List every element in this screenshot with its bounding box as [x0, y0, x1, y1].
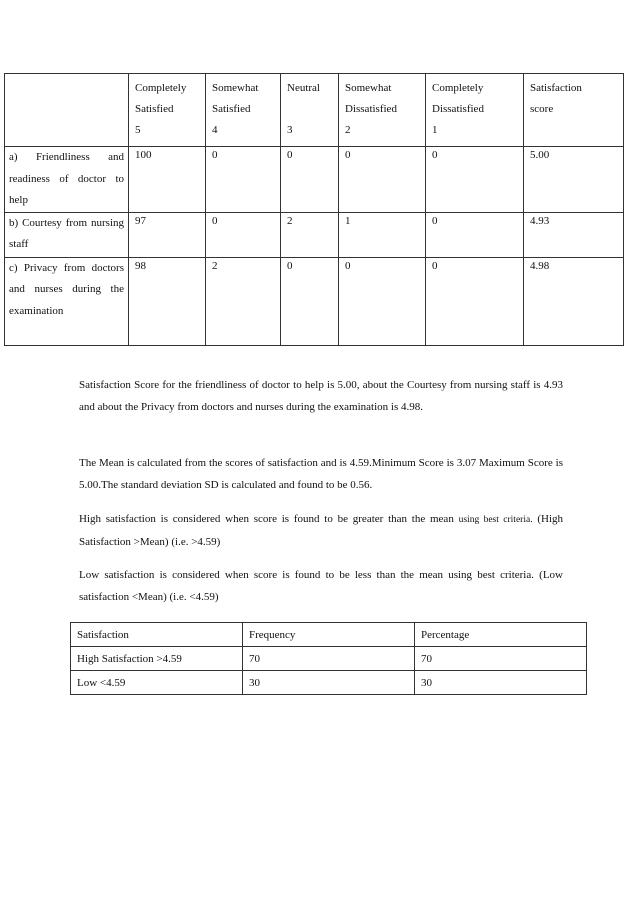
cell-value: 2 [287, 214, 293, 227]
row-label: a) Friendliness and readiness of doctor to help [9, 151, 124, 206]
cell-value: 0 [432, 149, 438, 161]
value-cell [206, 147, 281, 213]
value-cell [426, 257, 524, 345]
row-label-cell [5, 212, 129, 257]
cell-value: 30 [243, 671, 415, 695]
table-row [5, 257, 624, 345]
paragraph-text: High satisfaction is considered when score is found to be greater than the mean [79, 513, 454, 525]
row-label-cell [5, 257, 129, 345]
header-label: Somewhat [345, 82, 392, 94]
table-row [71, 647, 587, 671]
satisfaction-table [4, 73, 624, 346]
row-label: b) Courtesy from nursing staff [9, 216, 124, 250]
cell-value: 0 [345, 259, 351, 272]
paragraph-mean-statistics: The Mean is calculated from the scores of satisfaction and is 4.59.Minimum Score is 3.07 Maximum Score is 5.00.The standard deviation SD is calculated and found to be 0.56. [79, 457, 563, 491]
cell-value: 0 [287, 149, 293, 161]
table-header-row [71, 623, 587, 647]
paragraph-text: (High Satisfaction >Mean) (i.e. >4.59) [79, 513, 564, 548]
header-label: Completely [432, 82, 484, 94]
table-row [71, 671, 587, 695]
value-cell [129, 257, 206, 345]
header-cell [524, 74, 624, 147]
header-cell [206, 74, 281, 147]
cell-value: 5.00 [530, 149, 550, 161]
value-cell [426, 212, 524, 257]
header-cell [426, 74, 524, 147]
cell-value: 98 [135, 259, 146, 272]
header-label: Completely [135, 82, 187, 94]
header-label: Satisfied [135, 103, 174, 115]
value-cell [206, 212, 281, 257]
cell-value: 4.98 [530, 259, 550, 272]
cell-value: 30 [415, 671, 587, 695]
header-cell: Frequency [243, 623, 415, 647]
cell-value: 0 [432, 214, 438, 227]
cell-value: 70 [243, 647, 415, 671]
cell-value: 1 [345, 214, 351, 227]
header-cell [129, 74, 206, 147]
header-cell: Satisfaction [71, 623, 243, 647]
table-header-row [5, 74, 624, 147]
header-label: Satisfaction [530, 82, 582, 94]
header-cell [281, 74, 339, 147]
header-cell: Percentage [415, 623, 587, 647]
paragraph-high-satisfaction [79, 509, 563, 553]
cell-value: 0 [212, 149, 218, 161]
value-cell [524, 212, 624, 257]
value-cell [129, 147, 206, 213]
paragraph-low-satisfaction: Low satisfaction is considered when score is found to be less than the mean using best criteria. (Low satisfaction <Mean) (i.e. <4.59) [79, 569, 563, 603]
frequency-table [70, 622, 587, 695]
header-label: Dissatisfied [432, 103, 484, 115]
value-cell [129, 212, 206, 257]
cell-value: 2 [212, 259, 218, 272]
value-cell [524, 147, 624, 213]
value-cell [426, 147, 524, 213]
header-label: score [530, 103, 554, 115]
header-scale: 5 [135, 124, 141, 136]
row-label-cell [5, 147, 129, 213]
table-row [5, 147, 624, 213]
value-cell [339, 212, 426, 257]
header-label: Neutral [287, 82, 320, 94]
cell-value: 4.93 [530, 214, 550, 227]
table-row [5, 212, 624, 257]
cell-value: 100 [135, 149, 152, 161]
value-cell [206, 257, 281, 345]
row-label: c) Privacy from doctors and nurses during the examination [9, 261, 124, 317]
cell-value: 97 [135, 214, 146, 227]
value-cell [339, 257, 426, 345]
cell-value: 0 [345, 149, 351, 161]
header-empty-cell [5, 74, 129, 147]
header-cell [339, 74, 426, 147]
paragraph-satisfaction-scores: Satisfaction Score for the friendliness of doctor to help is 5.00, about the Courtesy from nursing staff is 4.93 and about the Privacy from doctors and nurses during the examination is 4.98. [79, 379, 563, 413]
header-label: Dissatisfied [345, 103, 397, 115]
value-cell [524, 257, 624, 345]
value-cell [339, 147, 426, 213]
header-scale: 1 [432, 124, 438, 136]
cell-value: 70 [415, 647, 587, 671]
header-label [287, 99, 332, 120]
value-cell [281, 147, 339, 213]
paragraph-small-text: using best criteria. [458, 515, 533, 525]
header-label: Satisfied [212, 103, 251, 115]
header-scale: 2 [345, 124, 351, 136]
cell-value: High Satisfaction >4.59 [71, 647, 243, 671]
header-label: Somewhat [212, 82, 259, 94]
header-scale: 4 [212, 124, 218, 136]
cell-value: Low <4.59 [71, 671, 243, 695]
cell-value: 0 [212, 214, 218, 227]
cell-value: 0 [287, 259, 293, 272]
cell-value: 0 [432, 259, 438, 272]
value-cell [281, 212, 339, 257]
header-scale: 3 [287, 124, 293, 136]
value-cell [281, 257, 339, 345]
